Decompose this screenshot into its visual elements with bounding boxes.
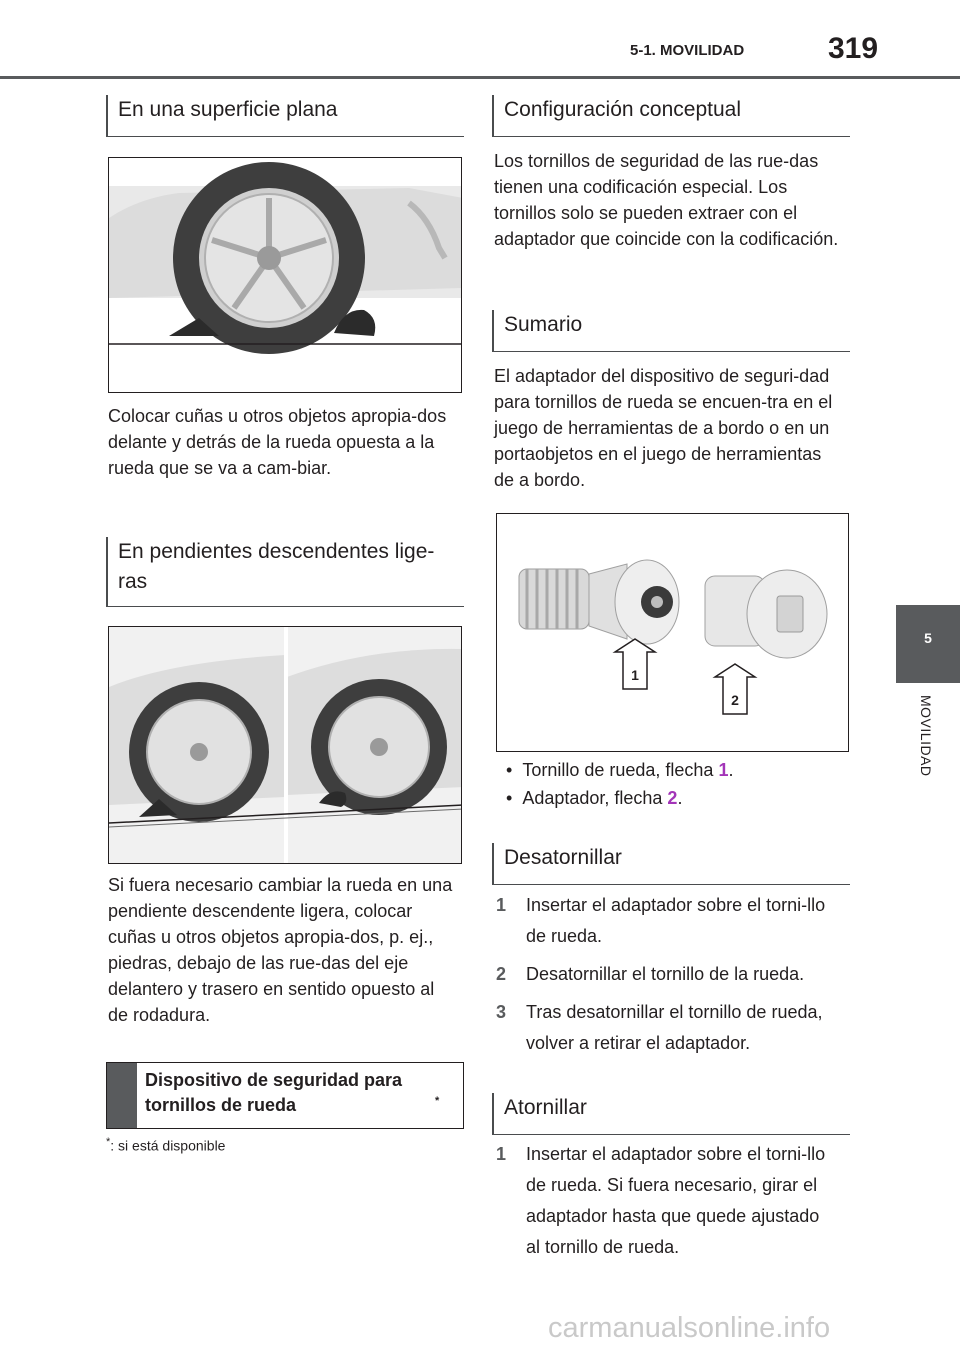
heading-slope-text: En pendientes descendentes lige-ras [118,540,435,593]
chapter-tab[interactable] [896,605,960,683]
heading-slope [106,537,464,607]
step-unscrew-2-text: Desatornillar el tornillo de la rueda. [526,964,805,984]
warning-title-text: Dispositivo de seguridad para tornillos de rueda [145,1070,403,1115]
chapter-label: MOVILIDAD [918,695,934,777]
step-unscrew-3-number: 3 [496,1002,507,1022]
heading-unscrew: Desatornillar [492,843,850,885]
bullet-bolt: • Tornillo de rueda, flecha 1. [506,760,734,780]
bullet-adapter: • Adaptador, flecha 2. [506,788,683,808]
warning-bar [107,1063,137,1128]
header-rule [0,76,960,79]
heading-screw: Atornillar [492,1093,850,1135]
footnote-text: : si está disponible [110,1137,226,1154]
paragraph-concept: Los tornillos de seguridad de las rue-das tienen una codificación especial. Los tornillos solo se pueden extraer con el adaptador que coincide con la codificación. [494,151,839,249]
warning-box [106,1062,464,1129]
bullet-bolt-end: . [728,760,734,780]
heading-summary: Sumario [492,310,850,352]
footnote [106,1136,225,1154]
warning-title [145,1068,439,1118]
step-unscrew-3-text: Tras desatornillar el tornillo de rueda, volver a retirar el adaptador. [526,1002,823,1053]
bullet-adapter-ref: 2 [667,788,678,808]
bullet-bolt-ref: 1 [718,760,729,780]
figure-flat-surface [108,157,462,393]
page-number: 319 [828,32,879,65]
step-unscrew-2-number: 2 [496,964,507,984]
watermark: carmanualsonline.info [548,1312,831,1344]
paragraph-flat-surface: Colocar cuñas u otros objetos apropia-dos delante y detrás de la rueda opuesta a la rueda que se va a cam-biar. [108,406,447,478]
chapter-number: 5 [924,630,932,646]
step-screw-1-text: Insertar el adaptador sobre el torni-llo de rueda. Si fuera necesario, girar el adaptador hasta que quede ajustado al tornillo de rueda. [526,1144,826,1257]
paragraph-slope: Si fuera necesario cambiar la rueda en una pendiente descendente ligera, colocar cuñas u otros objetos apropia-dos, p. ej., piedras, debajo de las rue-das del eje delantero y trasero en sentido opuesto al de rodadura. [108,875,453,1025]
callout-label-1: 1 [631,667,639,683]
figure-slope [108,626,462,864]
heading-flat-surface: En una superficie plana [106,95,464,137]
step-unscrew-1-number: 1 [496,895,507,915]
paragraph-summary: El adaptador del dispositivo de seguri-dad para tornillos de rueda se encuen-tra en el juego de herramientas de a bordo o en un portaobjetos en el juego de herramientas de a bordo. [494,366,833,490]
section-title: 5-1. MOVILIDAD [630,42,745,59]
figure-bolt-adapter [496,513,849,752]
step-unscrew-1-text: Insertar el adaptador sobre el torni-llo de rueda. [526,895,826,946]
optional-mark: * [435,1095,440,1107]
step-screw-1-number: 1 [496,1144,507,1164]
bullet-adapter-end: . [677,788,683,808]
bullet-bolt-text: Tornillo de rueda, flecha [522,760,719,780]
heading-concept: Configuración conceptual [492,95,850,137]
footnote-mark: * [106,1136,111,1148]
bullet-adapter-text: Adaptador, flecha [522,788,668,808]
callout-label-2: 2 [731,692,739,708]
